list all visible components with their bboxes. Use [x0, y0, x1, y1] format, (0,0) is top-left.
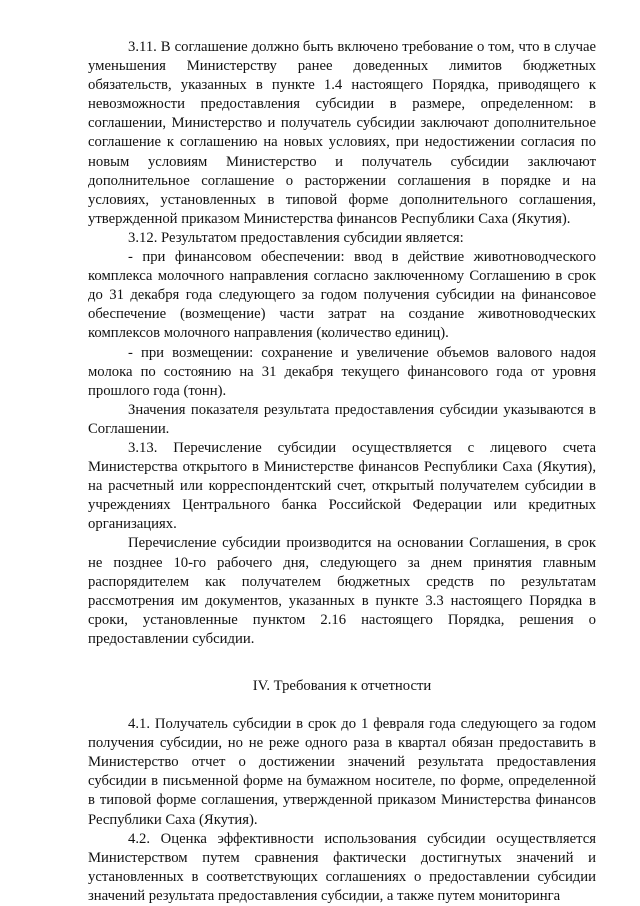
paragraph-3-13: 3.13. Перечисление субсидии осуществляется с лицевого счета Министерства открытого в Министерстве финансов Республики Саха (Якутия), на расчетный или корреспондентский счет, открытый получателем субсидии в учреждениях Центрального банка Российской Федерации или кредитных организациях.	[88, 439, 596, 533]
paragraph-indicator-values: Значения показателя результата предоставления субсидии указываются в Соглашении.	[88, 401, 596, 437]
paragraph-3-12: 3.12. Результатом предоставления субсидии является:	[128, 229, 464, 246]
paragraph-4-2: 4.2. Оценка эффективности использования субсидии осуществляется Министерством путем сравнения фактически достигнутых значений и установленных в соответствующих соглашениях о предоставлении субсидии значений результата предоставления субсидии, а также путем мониторинга	[88, 830, 596, 904]
paragraph-reimbursement: - при возмещении: сохранение и увеличение объемов валового надоя молока по состоянию на 31 декабря текущего финансового года от уровня прошлого года (тонн).	[88, 344, 596, 399]
paragraph-4-1: 4.1. Получатель субсидии в срок до 1 февраля года следующего за годом получения субсидии, но не реже одного раза в квартал обязан предоставить в Министерство отчет о достижении значений результата предоставления субсидии в письменной форме на бумажном носителе, по форме, определенной в типовой форме соглашения, утвержденной приказом Министерства финансов Республики Саха (Якутия).	[88, 716, 596, 828]
paragraph-transfer-terms: Перечисление субсидии производится на основании Соглашения, в срок не позднее 10-го рабочего дня, следующего за днем принятия главным распорядителем как получателем бюджетных средств по результатам рассмотрения им документов, указанных в пункте 3.3 настоящего Порядка в сроки, установленные пунктом 2.16 настоящего Порядка, решения о предоставлении субсидии.	[88, 535, 596, 647]
section-heading: IV. Требования к отчетности	[252, 678, 432, 694]
paragraph-financing: - при финансовом обеспечении: ввод в действие животноводческого комплекса молочного направления согласно заключенному Соглашению в срок до 31 декабря года следующего за годом получения субсидии на финансовое обеспечение (возмещение) части затрат на создание животноводческих комплексов молочного направления (количество единиц).	[88, 249, 596, 342]
paragraph-3-11: 3.11. В соглашение должно быть включено требование о том, что в случае уменьшения Министерству ранее доведенных лимитов бюджетных обязательств, указанных в пункте 1.4 настоящего Порядка, приводящего к невозможности предоставления субсидии в размере, определенном: в соглашении, Министерство и получатель субсидии заключают дополнительное соглашение к соглашению на новых условиях, при недостижении согласия по новым условиям Министерство и получатель субсидии заключают дополнительное соглашение о расторжении соглашения в порядке и на условиях, установленных в типовой форме дополнительного соглашения, утвержденной приказом Министерства финансов Республики Саха (Якутия).	[88, 39, 596, 227]
document-body	[88, 38, 596, 906]
